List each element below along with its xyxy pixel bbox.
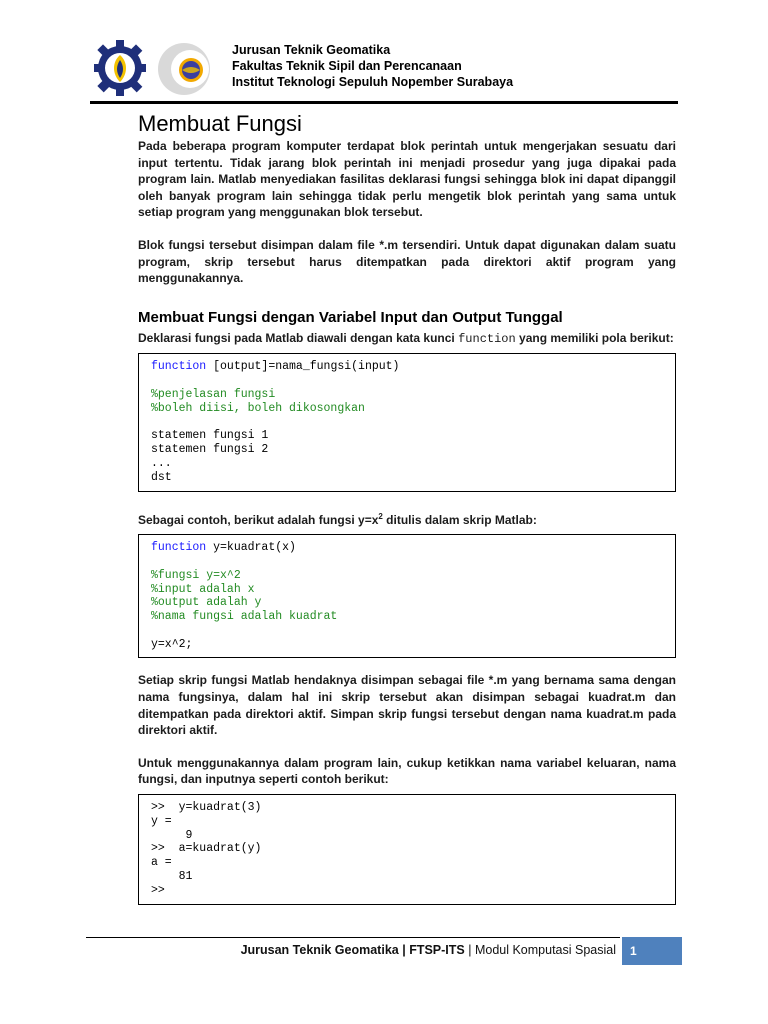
institution-header [232, 42, 513, 90]
page-number: 1 [630, 944, 637, 958]
example-text-before: Sebagai contoh, berikut adalah fungsi y=x [138, 512, 379, 527]
save-paragraph: Setiap skrip fungsi Matlab hendaknya disimpan sebagai file *.m yang bernama sama dengan nama fungsinya, dalam hal ini skrip tersebut akan disimpan sebagai kuadrat.m dan ditempatkan pada direktori aktif. Simpan skrip fungsi tersebut dengan nama kuadrat.m pada direktori aktif. [138, 673, 676, 738]
code3-line-1: >> y=kuadrat(3) [151, 801, 262, 815]
code1-statement-2: statemen fungsi 2 [151, 443, 269, 457]
header-faculty: Fakultas Teknik Sipil dan Perencanaan [232, 59, 462, 73]
code1-signature: [output]=nama_fungsi(input) [206, 360, 400, 374]
footer-module: Modul Komputasi Spasial [474, 943, 616, 957]
code2-comment-3: %output adalah y [151, 596, 262, 610]
footer-separator-2: | [464, 943, 475, 957]
code2-keyword: function [151, 541, 207, 555]
code2-comment-4: %nama fungsi adalah kuadrat [151, 610, 338, 624]
usage-paragraph: Untuk menggunakannya dalam program lain, cukup ketikkan nama variabel keluaran, nama fungsi, dan inputnya seperti contoh berikut: [138, 755, 676, 787]
example-text-after: ditulis dalam skrip Matlab: [382, 512, 537, 527]
page-title: Membuat Fungsi [138, 111, 302, 136]
example-superscript: 2 [378, 511, 383, 521]
code1-end: dst [151, 470, 172, 484]
code3-line-5: a = [151, 856, 172, 870]
code2-signature: y=kuadrat(x) [206, 541, 296, 555]
declaration-text-after: yang memiliki pola berikut: [515, 330, 674, 345]
code1-keyword: function [151, 360, 207, 374]
declaration-text-before: Deklarasi fungsi pada Matlab diawali dengan kata kunci [138, 330, 459, 345]
footer-separator-1: | [398, 943, 410, 957]
code1-comment-1: %penjelasan fungsi [151, 387, 276, 401]
page-content [138, 110, 676, 905]
code1-ellipsis: ... [151, 456, 172, 470]
code3-line-3: 9 [151, 828, 193, 842]
code1-statement-1: statemen fungsi 1 [151, 429, 269, 443]
intro-paragraph: Pada beberapa program komputer terdapat blok perintah untuk mengerjakan sesuatu dari input tertentu. Tidak jarang blok perintah ini menjadi prosedur yang juga dipakai pada program lain. Matlab menyediakan fasilitas deklarasi fungsi sehingga blok ini dapat dipanggil oleh banyak program lain sehingga tidak perlu mengetik blok perintah yang sama untuk setiap program yang menggunakan blok tersebut. [138, 139, 676, 220]
code1-comment-2: %boleh diisi, boleh dikosongkan [151, 401, 365, 415]
code2-statement: y=x^2; [151, 637, 193, 651]
its-logo [92, 38, 148, 98]
code3-line-6: 81 [151, 870, 193, 884]
section-title: Membuat Fungsi dengan Variabel Input dan Output Tunggal [138, 308, 563, 326]
code-block-kuadrat [138, 534, 676, 658]
header-divider [90, 101, 678, 104]
footer-faculty: FTSP-ITS [409, 943, 465, 957]
declaration-paragraph [138, 330, 676, 348]
code2-comment-1: %fungsi y=x^2 [151, 568, 241, 582]
header-institute: Institut Teknologi Sepuluh Nopember Surabaya [232, 75, 514, 89]
footer-department: Jurusan Teknik Geomatika [240, 943, 399, 957]
declaration-keyword: function [458, 331, 516, 346]
file-paragraph: Blok fungsi tersebut disimpan dalam file *.m tersendiri. Untuk dapat digunakan dalam suatu program, skrip tersebut harus ditempatkan pada direktori aktif program yang menggunakannya. [138, 237, 676, 286]
footer-divider [86, 937, 620, 938]
header-department: Jurusan Teknik Geomatika [232, 43, 391, 57]
example-paragraph [138, 512, 676, 529]
code3-line-2: y = [151, 814, 172, 828]
code3-line-4: >> a=kuadrat(y) [151, 842, 262, 856]
footer-text [241, 943, 616, 957]
code-block-usage [138, 794, 676, 905]
page-number-box [622, 937, 682, 965]
code3-line-7: >> [151, 883, 165, 897]
code2-comment-2: %input adalah x [151, 582, 255, 596]
code-block-template [138, 353, 676, 491]
civil-engineering-logo [155, 40, 213, 98]
